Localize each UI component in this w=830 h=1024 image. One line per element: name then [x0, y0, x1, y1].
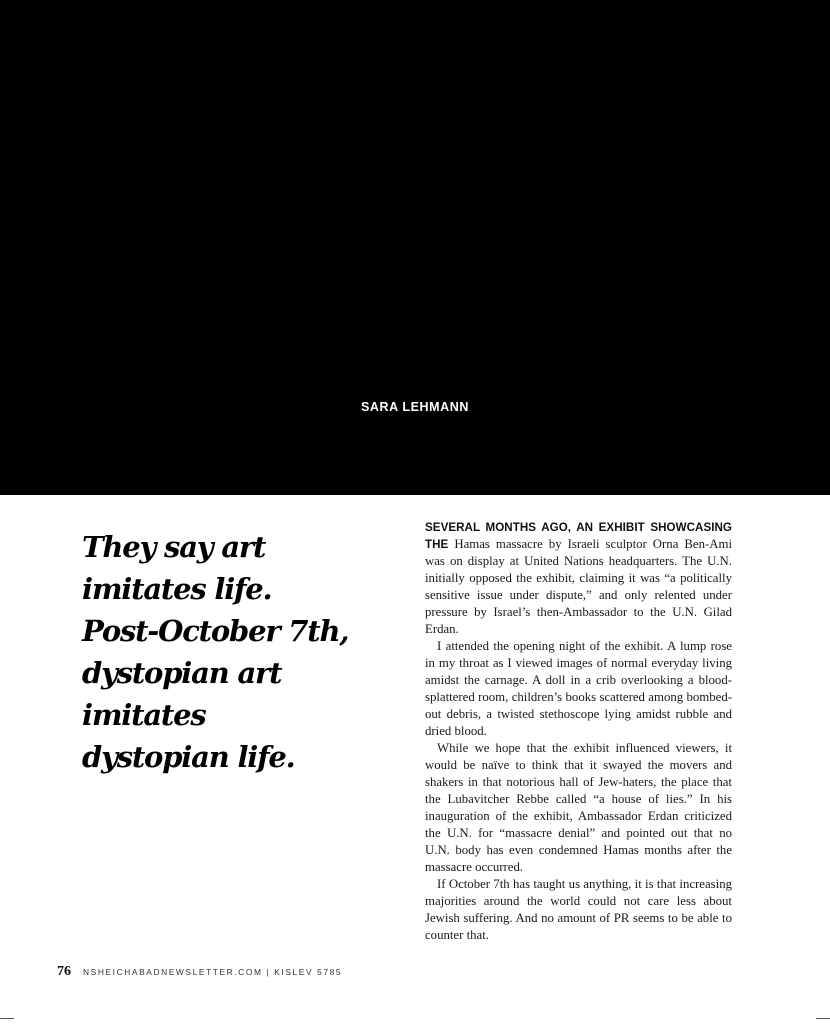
crop-mark-left: [0, 1018, 14, 1019]
pull-quote-line: dystopian life.: [82, 740, 295, 774]
author-byline: SARA LEHMANN: [360, 400, 470, 414]
pull-quote-line: Post-October 7th,: [82, 614, 349, 648]
article-paragraph-3: While we hope that the exhibit influenced viewers, it would be naïve to think that it swayed the movers and shakers in that notorious hall of Jew-haters, the place that the Lubavitcher Rebbe called “a house of lies.” In his inauguration of the exhibit, Ambassador Erdan criticized the U.N. for “massacre denial” and pointed out that no U.N. body has even condemned Hamas months after the massacre occurred.: [425, 741, 732, 874]
pull-quote-line: dystopian art: [82, 656, 282, 690]
pull-quote-line: They say art: [82, 530, 266, 564]
paragraph-text: Hamas massacre by Israeli sculptor Orna Ben-Ami was on display at United Nations headquarters. The U.N. initially opposed the exhibit, claiming it was “a politically sensitive issue under dispute,” and only relented under pressure by Israel’s then-Ambassador to the U.N. Gilad Erdan.: [425, 537, 732, 636]
lead-in-text: SEVERAL MONTHS AGO, AN EXHIBIT SHOWCASING THE: [425, 521, 732, 551]
footer-publication-info: NSHEICHABADNEWSLETTER.COM | KISLEV 5785: [83, 967, 343, 977]
article-paragraph-2: I attended the opening night of the exhibit. A lump rose in my throat as I viewed images of normal everyday living amidst the carnage. A doll in a crib overlooking a blood-splattered room, children’s books scattered among bombed-out debris, a twisted stethoscope lying amidst rubble and dried blood.: [425, 639, 732, 738]
pull-quote-line: imitates life.: [82, 572, 272, 606]
article-paragraph-1: [425, 519, 732, 638]
pull-quote: [82, 526, 382, 778]
crop-mark-right: [816, 1018, 830, 1019]
article-paragraph-4: If October 7th has taught us anything, it is that increasing majorities around the world could not care less about Jewish suffering. And no amount of PR seems to be able to counter that.: [425, 877, 732, 942]
article-body: [425, 519, 732, 944]
page-footer: [57, 964, 342, 980]
hero-image-area: [0, 0, 830, 495]
pull-quote-line: imitates: [82, 698, 206, 732]
page-number: 76: [57, 964, 71, 979]
